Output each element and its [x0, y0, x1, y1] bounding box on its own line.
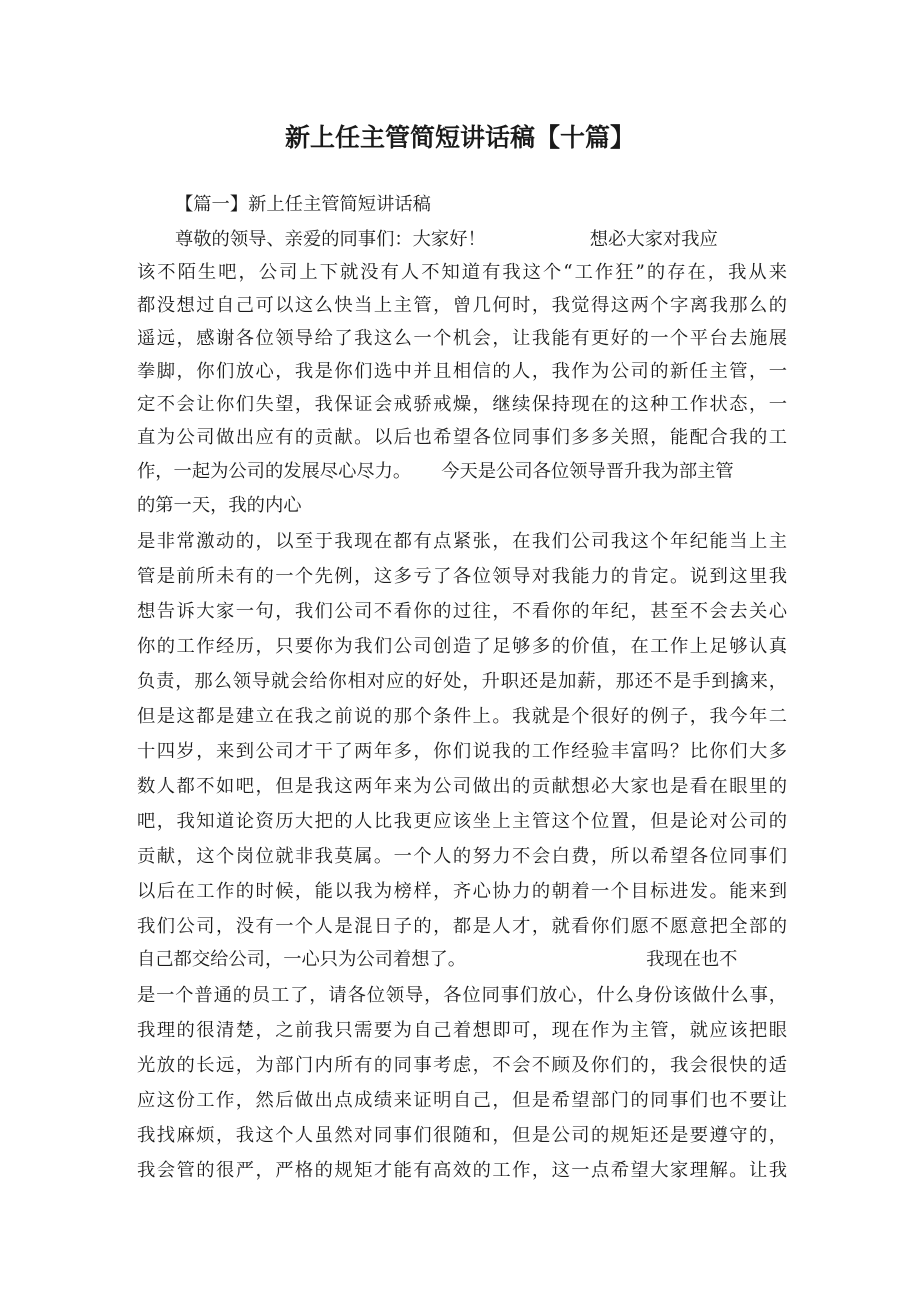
paragraph-line: 应这份工作，然后做出点成绩来证明自己，但是希望部门的同事们也不要让 — [137, 1090, 787, 1111]
paragraph-line: 该不陌生吧，公司上下就没有人不知道有我这个“工作狂”的存在，我从来 — [137, 262, 787, 283]
paragraph-text: 作，一起为公司的发展尽心尽力。 — [137, 461, 412, 482]
paragraph-text: 想必大家对我应 — [589, 229, 718, 250]
paragraph-line: 是一个普通的员工了，请各位领导，各位同事们放心，什么身份该做什么事， — [137, 985, 787, 1006]
paragraph-text: 今天是公司各位领导晋升我为部主管 — [441, 461, 734, 482]
section-heading: 【篇一】新上任主管简短讲话稿 — [175, 194, 431, 215]
paragraph-line: 光放的长远，为部门内所有的同事考虑，不会不顾及你们的，我会很快的适 — [137, 1055, 787, 1076]
paragraph-line: 我找麻烦，我这个人虽然对同事们很随和，但是公司的规矩还是要遵守的， — [137, 1125, 787, 1146]
paragraph-line: 十四岁，来到公司才干了两年多，你们说我的工作经验丰富吗？比你们大多 — [137, 741, 787, 762]
paragraph-line: 但是这都是建立在我之前说的那个条件上。我就是个很好的例子，我今年二 — [137, 706, 787, 727]
paragraph-line — [137, 457, 787, 487]
paragraph-line: 是非常激动的，以至于我现在都有点紧张，在我们公司我这个年纪能当上主 — [137, 531, 787, 552]
paragraph-line: 我会管的很严，严格的规矩才能有高效的工作，这一点希望大家理解。让我 — [137, 1160, 787, 1181]
paragraph-text: 我现在也不 — [646, 949, 738, 970]
paragraph-line: 数人都不如吧，但是我这两年来为公司做出的贡献想必大家也是看在眼里的 — [137, 776, 787, 797]
paragraph-line: 你的工作经历，只要你为我们公司创造了足够多的价值，在工作上足够认真 — [137, 636, 787, 657]
paragraph-line — [137, 945, 787, 975]
paragraph-line: 直为公司做出应有的贡献。以后也希望各位同事们多多关照，能配合我的工 — [137, 427, 787, 448]
paragraph-line — [175, 225, 787, 255]
paragraph-line: 负责，那么领导就会给你相对应的好处，升职还是加薪，那还不是手到擒来， — [137, 671, 787, 692]
paragraph-line: 都没想过自己可以这么快当上主管，曾几何时，我觉得这两个字离我那么的 — [137, 295, 787, 316]
paragraph-line: 遥远，感谢各位领导给了我这么一个机会，让我能有更好的一个平台去施展 — [137, 328, 787, 349]
paragraph-line: 的第一天，我的内心 — [137, 495, 302, 516]
paragraph-line: 定不会让你们失望，我保证会戒骄戒燥，继续保持现在的这种工作状态，一 — [137, 394, 787, 415]
paragraph-text: 自己都交给公司，一心只为公司着想了。 — [137, 949, 467, 970]
paragraph-line: 拳脚，你们放心，我是你们选中并且相信的人，我作为公司的新任主管，一 — [137, 361, 787, 382]
paragraph-line: 管是前所未有的一个先例，这多亏了各位领导对我能力的肯定。说到这里我 — [137, 566, 787, 587]
paragraph-line: 我们公司，没有一个人是混日子的，都是人才，就看你们愿不愿意把全部的 — [137, 916, 787, 937]
paragraph-line: 我理的很清楚，之前我只需要为自己着想即可，现在作为主管，就应该把眼 — [137, 1020, 787, 1041]
paragraph-line: 以后在工作的时候，能以我为榜样，齐心协力的朝着一个目标进发。能来到 — [137, 881, 787, 902]
paragraph-line: 想告诉大家一句，我们公司不看你的过往，不看你的年纪，甚至不会去关心 — [137, 601, 787, 622]
paragraph-line: 贡献，这个岗位就非我莫属。一个人的努力不会白费，所以希望各位同事们 — [137, 846, 787, 867]
greeting-text: 尊敬的领导、亲爱的同事们：大家好！ — [175, 229, 486, 250]
document-title: 新上任主管简短讲话稿【十篇】 — [284, 123, 635, 152]
paragraph-line: 吧，我知道论资历大把的人比我更应该坐上主管这个位置，但是论对公司的 — [137, 811, 787, 832]
